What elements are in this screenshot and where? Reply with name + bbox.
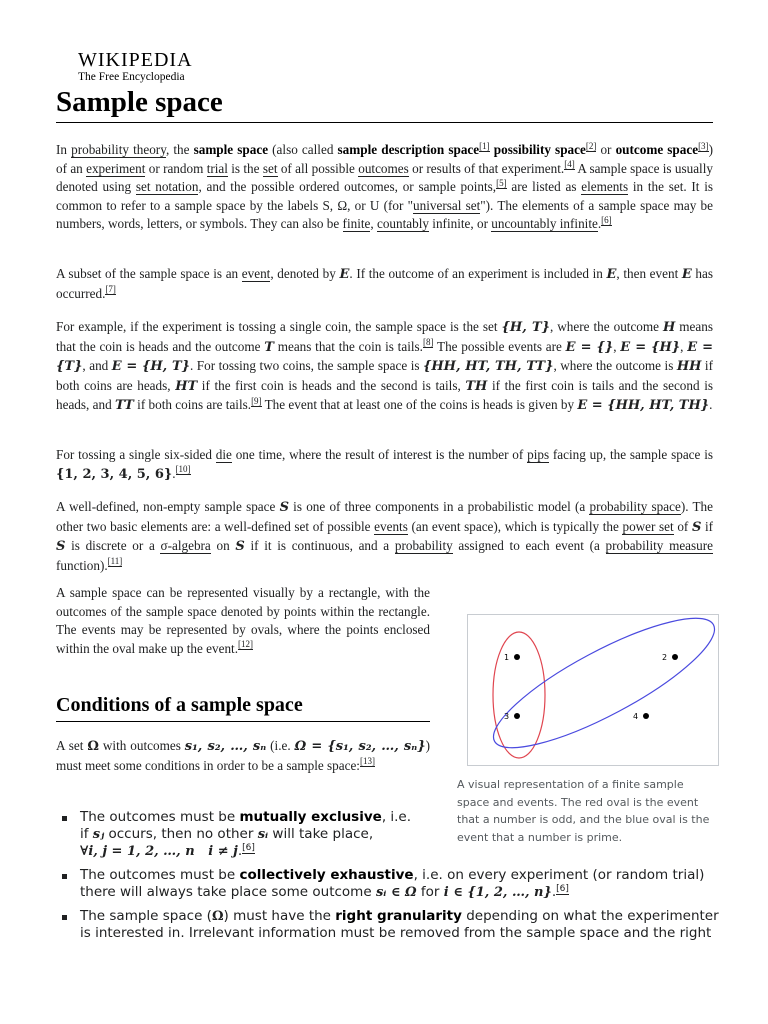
link-trial[interactable]: trial <box>206 160 228 176</box>
citation-12[interactable]: [12] <box>238 639 254 650</box>
point-4 <box>643 713 649 719</box>
figure-caption: A visual representation of a finite sample space and events. The red oval is the event that a number is odd, and the blue oval is the event that a number is prime. <box>457 778 710 844</box>
citation-1[interactable]: [1] <box>479 140 490 151</box>
link-countably[interactable]: countably <box>376 216 429 231</box>
link-set-notation[interactable]: set notation <box>135 179 199 194</box>
wikipedia-logo[interactable] <box>78 50 193 83</box>
point-label-2: 2 <box>662 653 668 662</box>
logo-wordmark: WIKIPEDIA <box>78 49 193 71</box>
link-probability-measure[interactable]: probability measure <box>605 538 714 553</box>
link-universal-set[interactable]: universal set <box>413 197 481 213</box>
section-heading-conditions: Conditions of a sample space <box>56 693 430 722</box>
point-label-1: 1 <box>504 653 510 662</box>
link-die[interactable]: die <box>215 447 232 462</box>
logo-tagline: The Free Encyclopedia <box>78 71 185 83</box>
citation-6b[interactable]: [6] <box>242 842 255 853</box>
citation-8[interactable]: [8] <box>422 337 434 348</box>
citation-3[interactable]: [3] <box>698 140 709 151</box>
condition-collectively-exhaustive: The outcomes must be collectively exhaustive, i.e. on every experiment (or random trial) there will always take place some outcome sᵢ ∈ Ω for i ∈ {1, 2, …, n}.[6] <box>56 867 720 901</box>
citation-9[interactable]: [9] <box>251 395 262 406</box>
citation-5[interactable]: [5] <box>496 177 507 188</box>
link-outcomes[interactable]: outcomes <box>358 160 409 176</box>
die-paragraph: For tossing a single six-sided die one time, where the result of interest is the number of pips facing up, the sample space is {1, 2, 3, 4, 5, 6}.[10] <box>56 447 713 482</box>
point-label-3: 3 <box>504 712 510 721</box>
page-title: Sample space <box>56 84 713 123</box>
visual-paragraph: A sample space can be represented visually by a rectangle, with the outcomes of the sample space denoted by points within the rectangle. The events may be represented by ovals, where the points enclosed within the oval make up the event.[12] <box>56 585 430 656</box>
sample-space-figure[interactable] <box>467 614 719 766</box>
link-set[interactable]: set <box>262 160 278 176</box>
citation-13[interactable]: [13] <box>359 756 375 767</box>
citation-6[interactable]: [6] <box>601 214 612 225</box>
citation-6c[interactable]: [6] <box>556 883 569 894</box>
link-probability-space[interactable]: probability space <box>589 499 681 514</box>
citation-4[interactable]: [4] <box>564 159 575 170</box>
citation-7[interactable]: [7] <box>105 284 116 295</box>
conditions-intro: A set Ω with outcomes s₁, s₂, …, sₙ (i.e. Ω = {s₁, s₂, …, sₙ}) must meet some conditions in order to be a sample space:[13] <box>56 738 430 773</box>
model-paragraph: A well-defined, non-empty sample space S is one of three components in a probabilistic model (a probability space). The other two basic elements are: a well-defined set of possible events (an event space), which is typically the power set of S if S is discrete or a σ-algebra on S if it is continuous, and a probability assigned to each event (a probability measure function).[11] <box>56 499 714 573</box>
link-probability[interactable]: probability <box>394 538 453 553</box>
point-3 <box>514 713 520 719</box>
coin-paragraph: For example, if the experiment is tossing a single coin, the sample space is the set {H, T}, where the outcome H means that the coin is heads and the outcome T means that the coin is tails.[8] The possible events are E = {}, E = {H}, E = {T}, and E = {H, T}. For tossing two coins, the sample space is {HH, HT, TH, TT}, where the outcome is HH if both coins are heads, HT if the first coin is heads and the second is tails, TH if the first coin is tails and the second is heads, and TT if both coins are tails.[9] The event that at least one of the coins is heads is given by E = {HH, HT, TH}. <box>56 319 713 413</box>
point-1 <box>514 654 520 660</box>
link-experiment[interactable]: experiment <box>86 160 146 176</box>
link-probability-theory[interactable]: probability theory <box>71 142 166 157</box>
citation-10[interactable]: [10] <box>175 464 191 475</box>
conditions-list <box>56 809 719 949</box>
subset-paragraph: A subset of the sample space is an event, denoted by E. If the outcome of an experiment is included in E, then event E has occurred.[7] <box>56 266 714 301</box>
condition-mutually-exclusive: The outcomes must be mutually exclusive, i.e. if sⱼ occurs, then no other sᵢ will take place, ∀i, j = 1, 2, …, n i ≠ j.[6] <box>56 809 420 860</box>
link-pips[interactable]: pips <box>527 447 550 462</box>
prime-event-oval <box>479 615 718 765</box>
point-2 <box>672 654 678 660</box>
link-power-set[interactable]: power set <box>622 518 674 534</box>
citation-11[interactable]: [11] <box>107 556 123 567</box>
link-sigma-algebra[interactable]: σ-algebra <box>160 538 211 553</box>
condition-right-granularity: The sample space (Ω) must have the right granularity depending on what the experimenter is interested in. Irrelevant information must be removed from the sample space and the right <box>56 908 720 942</box>
link-event[interactable]: event <box>241 266 271 281</box>
point-label-4: 4 <box>633 712 639 721</box>
citation-2[interactable]: [2] <box>585 140 597 151</box>
link-events[interactable]: events <box>374 518 408 534</box>
odd-event-oval <box>493 632 545 758</box>
link-uncountably-infinite[interactable]: uncountably infinite <box>491 216 598 231</box>
link-finite[interactable]: finite <box>342 216 371 231</box>
sample-space-diagram <box>468 615 718 765</box>
link-elements[interactable]: elements <box>581 179 629 194</box>
intro-paragraph: In probability theory, the sample space (also called sample description space[1] possibility space[2] or outcome space[3]) of an experiment or random trial is the set of all possible outcomes or results of that experiment.[4] A sample space is usually denoted using set notation, and the possible ordered outcomes, or sample points,[5] are listed as elements in the set. It is common to refer to a sample space by the labels S, Ω, or U (for "universal set"). The elements of a sample space may be numbers, words, letters, or symbols. They can also be finite, countably infinite, or uncountably infinite.[6] <box>56 140 714 231</box>
